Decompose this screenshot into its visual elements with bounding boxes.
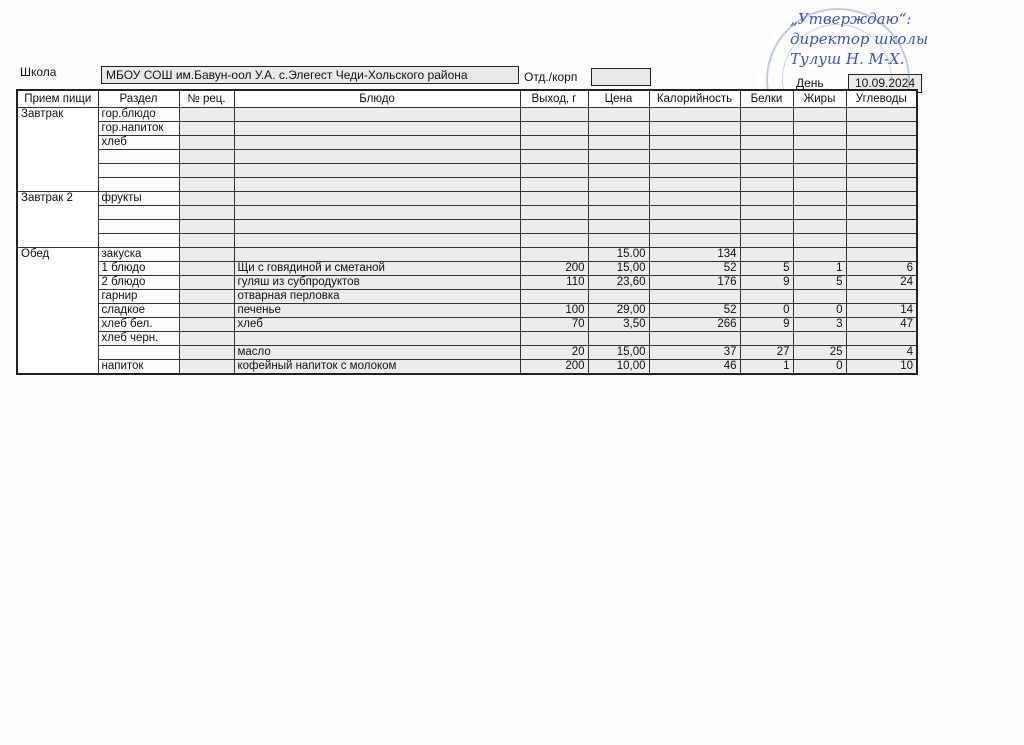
cell-dish [234, 234, 520, 248]
cell-protein: 9 [740, 276, 793, 290]
cell-price: 3,50 [588, 318, 649, 332]
cell-fat: 25 [793, 346, 846, 360]
table-row [17, 192, 917, 206]
cell-price [588, 234, 649, 248]
menu-table [16, 89, 918, 375]
approval-line-1: „Утверждаю“: [790, 10, 912, 28]
table-row [17, 136, 917, 150]
cell-price: 10,00 [588, 360, 649, 375]
cell-kcal [649, 234, 740, 248]
cell-section: гор.блюдо [98, 108, 179, 122]
cell-kcal: 52 [649, 304, 740, 318]
cell-protein: 9 [740, 318, 793, 332]
cell-yield [520, 290, 588, 304]
day-label: День [796, 76, 824, 90]
cell-section: фрукты [98, 192, 179, 206]
cell-dish: хлеб [234, 318, 520, 332]
cell-kcal: 176 [649, 276, 740, 290]
cell-fat [793, 192, 846, 206]
cell-yield [520, 108, 588, 122]
table-row [17, 220, 917, 234]
cell-price: 15,00 [588, 346, 649, 360]
cell-fat: 0 [793, 360, 846, 375]
cell-dish: масло [234, 346, 520, 360]
table-row [17, 276, 917, 290]
table-row [17, 122, 917, 136]
cell-price [588, 122, 649, 136]
cell-kcal [649, 164, 740, 178]
cell-kcal: 134 [649, 248, 740, 262]
cell-kcal [649, 290, 740, 304]
cell-dish [234, 178, 520, 192]
cell-kcal [649, 136, 740, 150]
cell-dish: печенье [234, 304, 520, 318]
cell-protein [740, 206, 793, 220]
cell-kcal [649, 206, 740, 220]
cell-yield: 110 [520, 276, 588, 290]
school-label: Школа [20, 65, 57, 79]
cell-price [588, 150, 649, 164]
cell-price [588, 178, 649, 192]
cell-dish: кофейный напиток с молоком [234, 360, 520, 375]
cell-fat [793, 164, 846, 178]
cell-carbs: 14 [846, 304, 917, 318]
cell-rec [179, 220, 234, 234]
cell-fat: 1 [793, 262, 846, 276]
cell-yield: 100 [520, 304, 588, 318]
cell-carbs: 47 [846, 318, 917, 332]
cell-carbs: 6 [846, 262, 917, 276]
cell-fat [793, 332, 846, 346]
date-field: 10.09.2024 [848, 74, 922, 93]
cell-section: гарнир [98, 290, 179, 304]
cell-kcal [649, 150, 740, 164]
cell-yield [520, 150, 588, 164]
cell-rec [179, 304, 234, 318]
table-row [17, 346, 917, 360]
cell-rec [179, 234, 234, 248]
cell-rec [179, 164, 234, 178]
cell-protein [740, 136, 793, 150]
cell-price [588, 164, 649, 178]
meal-name: Завтрак 2 [17, 192, 98, 248]
cell-rec [179, 346, 234, 360]
cell-protein [740, 332, 793, 346]
cell-protein [740, 122, 793, 136]
cell-protein [740, 290, 793, 304]
cell-fat [793, 178, 846, 192]
dept-label: Отд./корп [524, 70, 578, 84]
cell-fat [793, 206, 846, 220]
cell-rec [179, 276, 234, 290]
cell-dish: гуляш из субпродуктов [234, 276, 520, 290]
cell-protein [740, 108, 793, 122]
cell-section: хлеб бел. [98, 318, 179, 332]
cell-section [98, 234, 179, 248]
table-row [17, 332, 917, 346]
cell-section: напиток [98, 360, 179, 375]
cell-carbs [846, 164, 917, 178]
cell-price [588, 108, 649, 122]
cell-section [98, 346, 179, 360]
cell-carbs [846, 290, 917, 304]
cell-dish [234, 332, 520, 346]
cell-section [98, 206, 179, 220]
cell-section [98, 164, 179, 178]
cell-section: 2 блюдо [98, 276, 179, 290]
cell-protein [740, 178, 793, 192]
cell-carbs: 24 [846, 276, 917, 290]
cell-yield: 20 [520, 346, 588, 360]
column-header: Блюдо [234, 90, 520, 108]
cell-carbs [846, 178, 917, 192]
cell-dish [234, 108, 520, 122]
table-row [17, 360, 917, 375]
table-row [17, 234, 917, 248]
table-row [17, 248, 917, 262]
cell-dish [234, 220, 520, 234]
cell-kcal [649, 178, 740, 192]
cell-yield [520, 136, 588, 150]
cell-fat: 3 [793, 318, 846, 332]
cell-carbs [846, 206, 917, 220]
cell-rec [179, 108, 234, 122]
cell-carbs [846, 192, 917, 206]
cell-price [588, 290, 649, 304]
cell-section [98, 178, 179, 192]
cell-carbs [846, 332, 917, 346]
cell-section [98, 220, 179, 234]
cell-kcal [649, 220, 740, 234]
cell-rec [179, 122, 234, 136]
cell-carbs [846, 150, 917, 164]
column-header: № рец. [179, 90, 234, 108]
table-row [17, 150, 917, 164]
cell-protein: 1 [740, 360, 793, 375]
cell-kcal: 52 [649, 262, 740, 276]
cell-section: гор.напиток [98, 122, 179, 136]
cell-price [588, 220, 649, 234]
cell-kcal: 46 [649, 360, 740, 375]
cell-section: сладкое [98, 304, 179, 318]
cell-fat [793, 220, 846, 234]
column-header: Выход, г [520, 90, 588, 108]
cell-dish [234, 122, 520, 136]
cell-protein: 5 [740, 262, 793, 276]
cell-section: закуска [98, 248, 179, 262]
cell-protein [740, 164, 793, 178]
cell-yield: 200 [520, 360, 588, 375]
cell-fat [793, 122, 846, 136]
cell-protein [740, 192, 793, 206]
cell-rec [179, 178, 234, 192]
table-row [17, 108, 917, 122]
meal-name: Обед [17, 248, 98, 375]
column-header: Раздел [98, 90, 179, 108]
cell-fat [793, 108, 846, 122]
cell-dish [234, 192, 520, 206]
cell-price: 15,00 [588, 262, 649, 276]
table-row [17, 304, 917, 318]
cell-rec [179, 150, 234, 164]
table-row [17, 178, 917, 192]
cell-carbs [846, 122, 917, 136]
cell-fat [793, 290, 846, 304]
table-row [17, 318, 917, 332]
cell-carbs [846, 234, 917, 248]
cell-price: 15.00 [588, 248, 649, 262]
column-header: Белки [740, 90, 793, 108]
cell-fat: 5 [793, 276, 846, 290]
cell-rec [179, 136, 234, 150]
cell-protein [740, 150, 793, 164]
cell-carbs [846, 220, 917, 234]
cell-yield [520, 178, 588, 192]
cell-yield [520, 220, 588, 234]
cell-yield [520, 192, 588, 206]
table-header [17, 90, 917, 108]
table-row [17, 262, 917, 276]
cell-price [588, 206, 649, 220]
cell-fat [793, 248, 846, 262]
cell-section: хлеб [98, 136, 179, 150]
cell-section: хлеб черн. [98, 332, 179, 346]
cell-section: 1 блюдо [98, 262, 179, 276]
cell-kcal: 37 [649, 346, 740, 360]
cell-carbs [846, 248, 917, 262]
cell-yield [520, 164, 588, 178]
cell-fat [793, 234, 846, 248]
cell-yield [520, 332, 588, 346]
cell-kcal [649, 332, 740, 346]
cell-carbs: 4 [846, 346, 917, 360]
cell-kcal: 266 [649, 318, 740, 332]
cell-price [588, 332, 649, 346]
meal-name: Завтрак [17, 108, 98, 192]
column-header: Углеводы [846, 90, 917, 108]
cell-dish: отварная перловка [234, 290, 520, 304]
cell-price [588, 192, 649, 206]
cell-protein [740, 234, 793, 248]
cell-dish: Щи с говядиной и сметаной [234, 262, 520, 276]
cell-kcal [649, 122, 740, 136]
cell-fat: 0 [793, 304, 846, 318]
cell-price: 29,00 [588, 304, 649, 318]
dept-field [591, 68, 651, 86]
cell-yield: 200 [520, 262, 588, 276]
cell-yield [520, 234, 588, 248]
cell-rec [179, 290, 234, 304]
cell-rec [179, 318, 234, 332]
column-header: Прием пищи [17, 90, 98, 108]
approval-signature: Тулуш Н. М-Х. [790, 50, 905, 68]
cell-yield: 70 [520, 318, 588, 332]
table-row [17, 290, 917, 304]
cell-kcal [649, 108, 740, 122]
cell-rec [179, 192, 234, 206]
column-header: Цена [588, 90, 649, 108]
column-header: Жиры [793, 90, 846, 108]
cell-fat [793, 136, 846, 150]
column-header: Калорийность [649, 90, 740, 108]
cell-rec [179, 248, 234, 262]
cell-protein: 0 [740, 304, 793, 318]
cell-dish [234, 150, 520, 164]
cell-fat [793, 150, 846, 164]
cell-rec [179, 262, 234, 276]
cell-protein [740, 220, 793, 234]
cell-rec [179, 360, 234, 375]
cell-yield [520, 248, 588, 262]
cell-carbs: 10 [846, 360, 917, 375]
cell-yield [520, 206, 588, 220]
cell-protein [740, 248, 793, 262]
cell-dish [234, 248, 520, 262]
cell-kcal [649, 192, 740, 206]
cell-dish [234, 164, 520, 178]
cell-price: 23,60 [588, 276, 649, 290]
cell-carbs [846, 136, 917, 150]
cell-protein: 27 [740, 346, 793, 360]
table-row [17, 164, 917, 178]
cell-rec [179, 332, 234, 346]
cell-section [98, 150, 179, 164]
cell-price [588, 136, 649, 150]
school-name-field: МБОУ СОШ им.Бавун-оол У.А. с.Элегест Чеди-Хольского района [101, 66, 519, 84]
cell-dish [234, 136, 520, 150]
cell-carbs [846, 108, 917, 122]
cell-yield [520, 122, 588, 136]
cell-rec [179, 206, 234, 220]
table-row [17, 206, 917, 220]
cell-dish [234, 206, 520, 220]
approval-line-2: директор школы [790, 30, 929, 48]
